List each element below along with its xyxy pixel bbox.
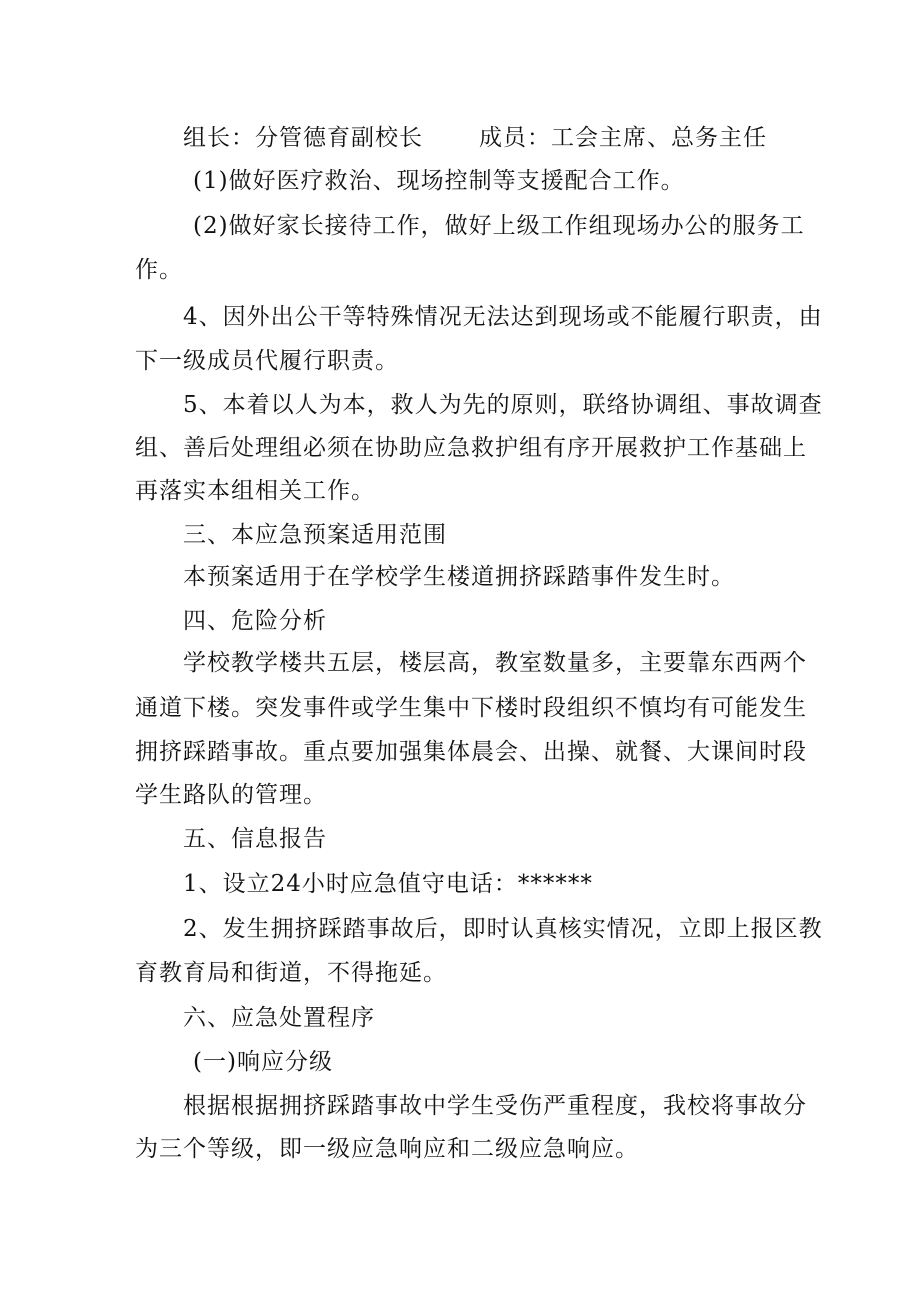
section-heading-5: 五、信息报告 [183,826,327,852]
paragraph-line: (2)做好家长接待工作，做好上级工作组现场办公的服务工 [193,213,805,239]
paragraph-line: 为三个等级，即一级应急响应和二级应急响应。 [135,1136,639,1162]
paragraph-line: 通道下楼。突发事件或学生集中下楼时段组织不慎均有可能发生 [135,695,807,721]
team-leader-text: 组长：分管德育副校长 [183,125,423,151]
team-leader-line [183,118,767,158]
paragraph-line: 4、因外出公干等特殊情况无法达到现场或不能履行职责，由 [183,304,823,330]
paragraph-line: 再落实本组相关工作。 [135,478,375,504]
section-heading-4: 四、危险分析 [183,608,327,634]
paragraph-line: 本预案适用于在学校学生楼道拥挤踩踏事件发生时。 [183,564,735,590]
paragraph-line: 学校教学楼共五层，楼层高，教室数量多，主要靠东西两个 [183,650,807,676]
paragraph-line: 5、本着以人为本，救人为先的原则，联络协调组、事故调查 [183,392,823,418]
paragraph-line: 学生路队的管理。 [135,782,327,808]
paragraph-line: 下一级成员代履行职责。 [135,348,399,374]
section-heading-3: 三、本应急预案适用范围 [183,522,447,548]
paragraph-line: 拥挤踩踏事故。重点要加强集体晨会、出操、就餐、大课间时段 [135,739,807,765]
paragraph-line: 2、发生拥挤踩踏事故后，即时认真核实情况，立即上报区教 [183,916,823,942]
section-heading-6: 六、应急处置程序 [183,1005,375,1031]
paragraph-line: 1、设立24小时应急值守电话：****** [183,871,593,897]
subsection-heading: (一)响应分级 [193,1049,333,1075]
paragraph-line: 育教育局和街道，不得拖延。 [135,960,447,986]
team-members-text: 成员：工会主席、总务主任 [479,125,767,151]
paragraph-line: 组、善后处理组必须在协助应急救护组有序开展救护工作基础上 [135,435,807,461]
paragraph-line: 根据根据拥挤踩踏事故中学生受伤严重程度，我校将事故分 [183,1093,807,1119]
paragraph-line: (1)做好医疗救治、现场控制等支援配合工作。 [193,168,685,194]
paragraph-line: 作。 [135,257,183,283]
